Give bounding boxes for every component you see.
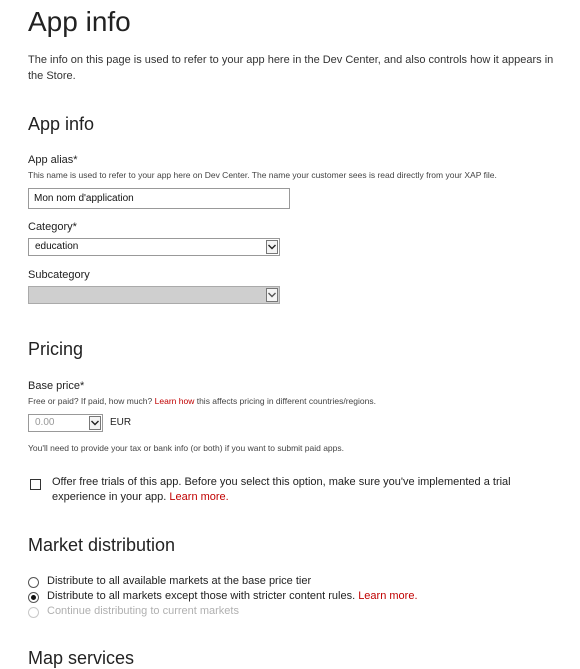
radio-all-except-stricter[interactable]	[28, 592, 39, 603]
app-info-heading: App info	[28, 114, 95, 134]
subcategory-label: Subcategory	[28, 269, 90, 281]
app-alias-hint: This name is used to refer to your app here on Dev Center. The name your customer sees is read directly from your XAP file.	[28, 170, 497, 180]
page-title: App info	[28, 6, 131, 37]
market-learn-more-link[interactable]: Learn more.	[358, 590, 418, 602]
radio-continue-current-markets	[28, 607, 39, 618]
app-alias-label: App alias*	[28, 154, 78, 166]
free-trial-learn-more-link[interactable]: Learn more.	[169, 491, 229, 503]
chevron-down-icon[interactable]	[266, 288, 278, 302]
chevron-down-icon[interactable]	[89, 416, 101, 430]
chevron-down-icon[interactable]	[266, 240, 278, 254]
category-value: education	[35, 241, 79, 252]
learn-how-link[interactable]: Learn how	[154, 396, 195, 406]
market-option-label: Continue distributing to current markets	[47, 605, 239, 617]
market-option-text: Distribute to all markets except those with stricter content rules.	[47, 590, 356, 602]
free-trial-checkbox[interactable]	[30, 479, 41, 490]
market-distribution-heading: Market distribution	[28, 535, 176, 555]
pricing-heading: Pricing	[28, 339, 84, 359]
base-price-select[interactable]	[28, 414, 103, 432]
base-price-value: 0.00	[35, 417, 55, 428]
currency-label: EUR	[110, 417, 132, 428]
category-label: Category*	[28, 221, 77, 233]
base-price-hint	[28, 396, 376, 406]
base-price-hint-prefix: Free or paid? If paid, how much?	[28, 396, 153, 406]
app-alias-value: Mon nom d'application	[34, 193, 134, 204]
market-option-label: Distribute to all available markets at the base price tier	[47, 575, 312, 587]
category-select[interactable]	[28, 238, 280, 256]
base-price-label: Base price*	[28, 380, 85, 392]
next-section-heading: Map services	[28, 648, 135, 668]
radio-all-markets-base-price[interactable]	[28, 577, 39, 588]
free-trial-text	[52, 475, 552, 505]
page-intro: The info on this page is used to refer to your app here in the Dev Center, and also controls how it appears in the Store.	[28, 54, 554, 82]
base-price-hint-suffix: this affects pricing in different countries/regions.	[196, 396, 376, 406]
subcategory-select[interactable]	[28, 286, 280, 304]
app-alias-input[interactable]	[28, 188, 290, 209]
free-trial-description: Offer free trials of this app. Before you select this option, make sure you've implemented a trial experience in your app.	[52, 476, 511, 503]
market-option-label	[47, 590, 418, 602]
tax-note: You'll need to provide your tax or bank info (or both) if you want to submit paid apps.	[28, 443, 344, 453]
